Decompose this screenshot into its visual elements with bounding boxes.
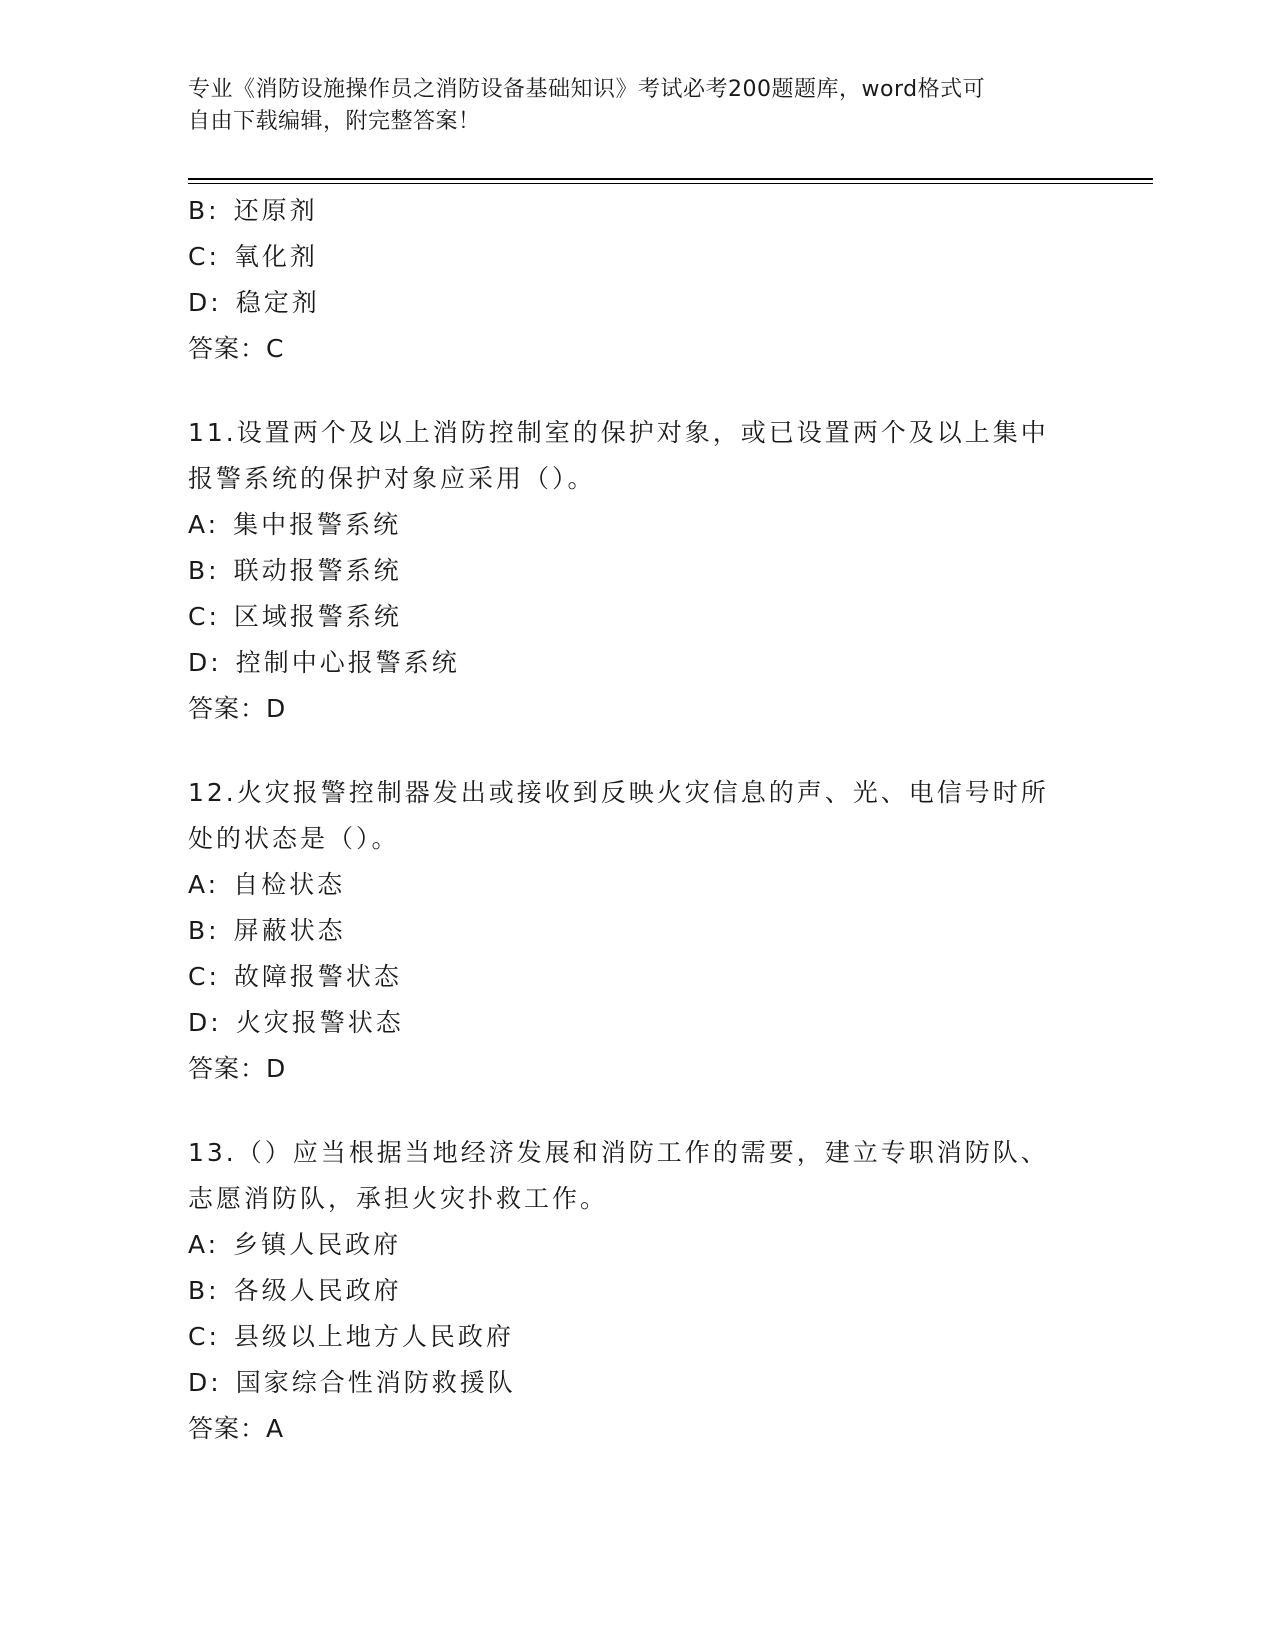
option-b	[188, 908, 1088, 954]
option-b	[188, 1268, 1088, 1314]
question-text-line: 12.火灾报警控制器发出或接收到反映火灾信息的声、光、电信号时所	[188, 778, 1049, 807]
option-a	[188, 862, 1088, 908]
question-12	[188, 770, 1088, 1092]
option-c	[188, 594, 1088, 640]
question-text-line: 报警系统的保护对象应采用（）。	[188, 464, 596, 493]
option-text: 乡镇人民政府	[233, 1230, 402, 1259]
option-text: 集中报警系统	[233, 510, 402, 539]
option-key: A:	[188, 870, 220, 899]
option-key: B:	[188, 916, 220, 945]
header-rule-thick	[188, 178, 1153, 180]
option-d	[188, 640, 1088, 686]
option-d	[188, 1360, 1088, 1406]
option-d	[188, 1000, 1088, 1046]
question-list	[188, 188, 1088, 1452]
option-text: 氧化剂	[233, 242, 318, 271]
option-text: 自检状态	[233, 870, 346, 899]
option-key: D:	[188, 288, 222, 317]
question-text	[188, 770, 1068, 862]
option-b	[188, 548, 1088, 594]
question-text-line: 11.设置两个及以上消防控制室的保护对象，或已设置两个及以上集中	[188, 418, 1049, 447]
document-header	[188, 74, 1068, 138]
option-key: D:	[188, 648, 222, 677]
option-key: A:	[188, 510, 220, 539]
answer: 答案：D	[188, 694, 287, 723]
option-c	[188, 1314, 1088, 1360]
option-d	[188, 280, 1088, 326]
option-text: 还原剂	[233, 196, 318, 225]
header-rule-thin	[188, 183, 1153, 184]
header-line-2: 自由下载编辑，附完整答案！	[188, 109, 481, 134]
question-13	[188, 1130, 1088, 1452]
option-key: D:	[188, 1008, 222, 1037]
question-text-line: 13.（）应当根据当地经济发展和消防工作的需要，建立专职消防队、	[188, 1138, 1049, 1167]
option-text: 各级人民政府	[233, 1276, 402, 1305]
option-b	[188, 188, 1088, 234]
question-text-line: 处的状态是（）。	[188, 824, 400, 853]
option-key: D:	[188, 1368, 222, 1397]
question-text	[188, 410, 1068, 502]
answer: 答案：D	[188, 1054, 287, 1083]
option-key: A:	[188, 1230, 220, 1259]
option-text: 控制中心报警系统	[235, 648, 460, 677]
option-key: C:	[188, 242, 220, 271]
option-c	[188, 954, 1088, 1000]
option-text: 屏蔽状态	[233, 916, 346, 945]
answer: 答案：A	[188, 1414, 285, 1443]
option-key: B:	[188, 556, 220, 585]
question-11	[188, 410, 1088, 732]
option-text: 联动报警系统	[233, 556, 402, 585]
question-continued	[188, 188, 1088, 372]
option-key: B:	[188, 1276, 220, 1305]
option-text: 火灾报警状态	[235, 1008, 404, 1037]
option-key: C:	[188, 1322, 220, 1351]
answer: 答案：C	[188, 334, 285, 363]
option-text: 国家综合性消防救援队	[235, 1368, 516, 1397]
option-text: 故障报警状态	[233, 962, 402, 991]
question-text-line: 志愿消防队，承担火灾扑救工作。	[188, 1184, 609, 1213]
header-line-1: 专业《消防设施操作员之消防设备基础知识》考试必考200题题库，word格式可	[188, 77, 986, 102]
option-a	[188, 1222, 1088, 1268]
option-a	[188, 502, 1088, 548]
option-text: 区域报警系统	[233, 602, 402, 631]
option-text: 县级以上地方人民政府	[233, 1322, 514, 1351]
question-text	[188, 1130, 1068, 1222]
option-text: 稳定剂	[235, 288, 320, 317]
option-key: B:	[188, 196, 220, 225]
option-key: C:	[188, 602, 220, 631]
option-key: C:	[188, 962, 220, 991]
option-c	[188, 234, 1088, 280]
